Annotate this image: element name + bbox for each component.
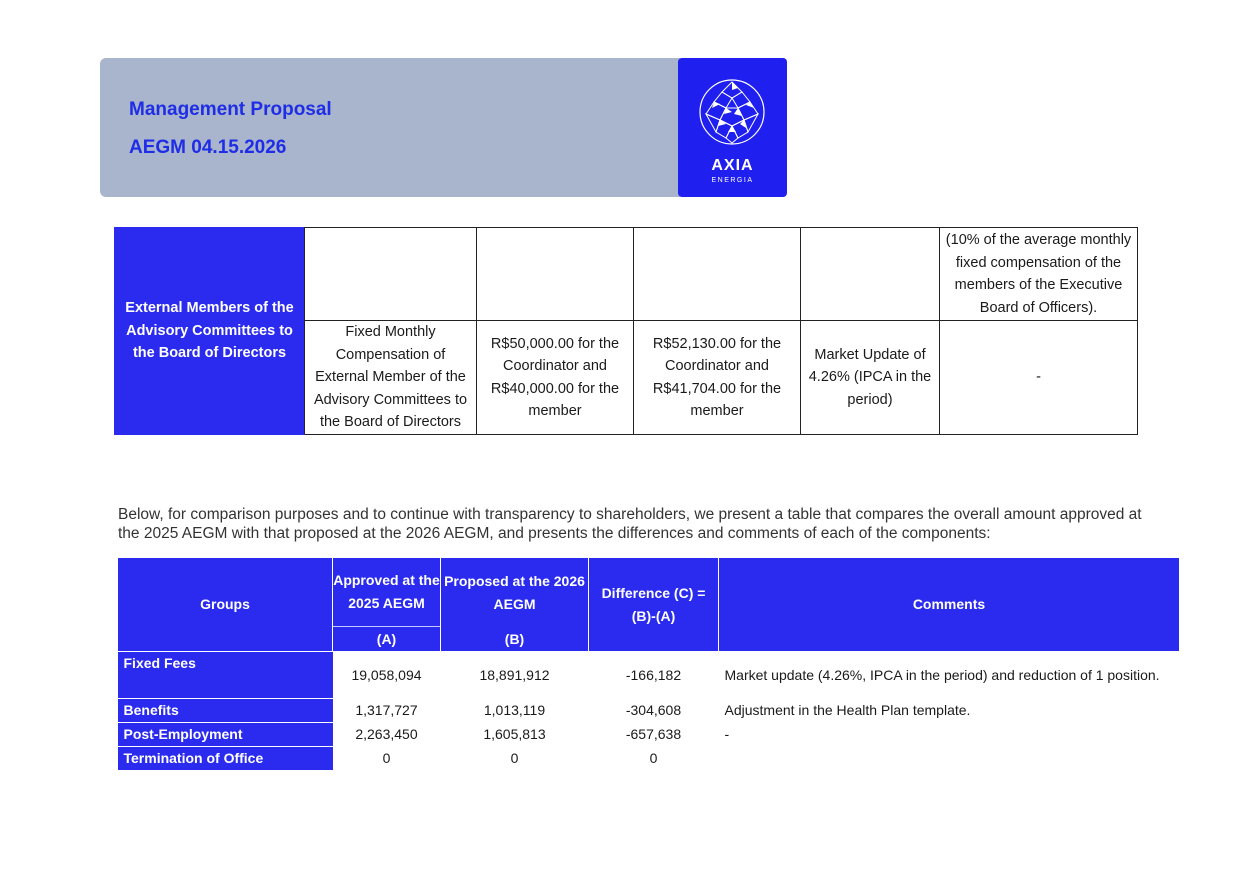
- difference-cell: 0: [649, 750, 658, 766]
- header-proposed: [441, 558, 589, 652]
- empty-cell: [634, 228, 801, 321]
- difference-cell: -657,638: [625, 726, 682, 742]
- comment-cell: -: [724, 726, 730, 742]
- comment-cell: Adjustment in the Health Plan template.: [724, 702, 971, 718]
- comment-cell: Market update (4.26%, IPCA in the period) and reduction of 1 position.: [724, 666, 1160, 683]
- proposed-cell: 1,013,119: [483, 702, 546, 718]
- header-comments: Comments: [719, 558, 1180, 652]
- table-row: [118, 723, 1180, 747]
- document-subtitle: AEGM 04.15.2026: [129, 137, 287, 158]
- logo-subtitle: ENERGIA: [711, 177, 754, 184]
- table-row: [115, 228, 1138, 321]
- header-approved: [333, 558, 441, 652]
- approved-cell: 2,263,450: [355, 726, 418, 742]
- table-row: [118, 652, 1180, 699]
- logo-wordmark: AXIA: [711, 157, 754, 174]
- group-cell: Benefits: [118, 699, 333, 723]
- difference-cell: -304,608: [625, 702, 682, 718]
- empty-cell: [801, 228, 940, 321]
- difference-cell: -166,182: [625, 666, 682, 683]
- group-cell: Post-Employment: [118, 723, 333, 747]
- group-cell: External Members of the Advisory Committees to the Board of Directors: [115, 228, 305, 435]
- note-cell: (10% of the average monthly fixed compensation of the members of the Executive Board of Officers).: [940, 228, 1138, 321]
- proposed-cell: 1,605,813: [483, 726, 546, 742]
- header-proposed-code: (B): [504, 630, 525, 647]
- item-cell: Fixed Monthly Compensation of External Member of the Advisory Committees to the Board of Directors: [305, 321, 477, 435]
- table-row: [118, 699, 1180, 723]
- empty-cell: [305, 228, 477, 321]
- header-band: [100, 58, 680, 197]
- proposed-cell: 18,891,912: [479, 666, 550, 683]
- group-cell: Termination of Office: [118, 747, 333, 771]
- table-row: [118, 747, 1180, 771]
- comparison-table: [117, 557, 1180, 771]
- proposed-value-cell: R$52,130.00 for the Coordinator and R$41,704.00 for the member: [634, 321, 801, 435]
- approved-cell: 0: [382, 750, 391, 766]
- header-difference: Difference (C) = (B)-(A): [589, 558, 719, 652]
- document-title: Management Proposal: [129, 99, 332, 120]
- compensation-table: [114, 227, 1138, 435]
- note-cell: -: [940, 321, 1138, 435]
- proposed-cell: 0: [510, 750, 519, 766]
- header-row: [118, 558, 1180, 652]
- company-logo: [678, 58, 787, 197]
- header-approved-code: (A): [376, 631, 397, 647]
- current-value-cell: R$50,000.00 for the Coordinator and R$40,000.00 for the member: [477, 321, 634, 435]
- header-groups: Groups: [118, 558, 333, 652]
- group-cell: Fixed Fees: [118, 652, 333, 699]
- empty-cell: [477, 228, 634, 321]
- reason-cell: Market Update of 4.26% (IPCA in the period): [801, 321, 940, 435]
- globe-logo-icon: [698, 78, 766, 146]
- approved-cell: 19,058,094: [351, 666, 422, 683]
- approved-cell: 1,317,727: [355, 702, 418, 718]
- comment-cell: [719, 747, 1180, 771]
- header-approved-label: Approved at the 2025 AEGM: [333, 558, 440, 627]
- intro-paragraph: Below, for comparison purposes and to continue with transparency to shareholders, we present a table that compares the overall amount approved at the 2025 AEGM with that proposed at the 2026 AEGM, and presents the differences and comments of each of the components:: [118, 506, 1142, 542]
- header-proposed-label: Proposed at the 2026 AEGM: [444, 572, 585, 612]
